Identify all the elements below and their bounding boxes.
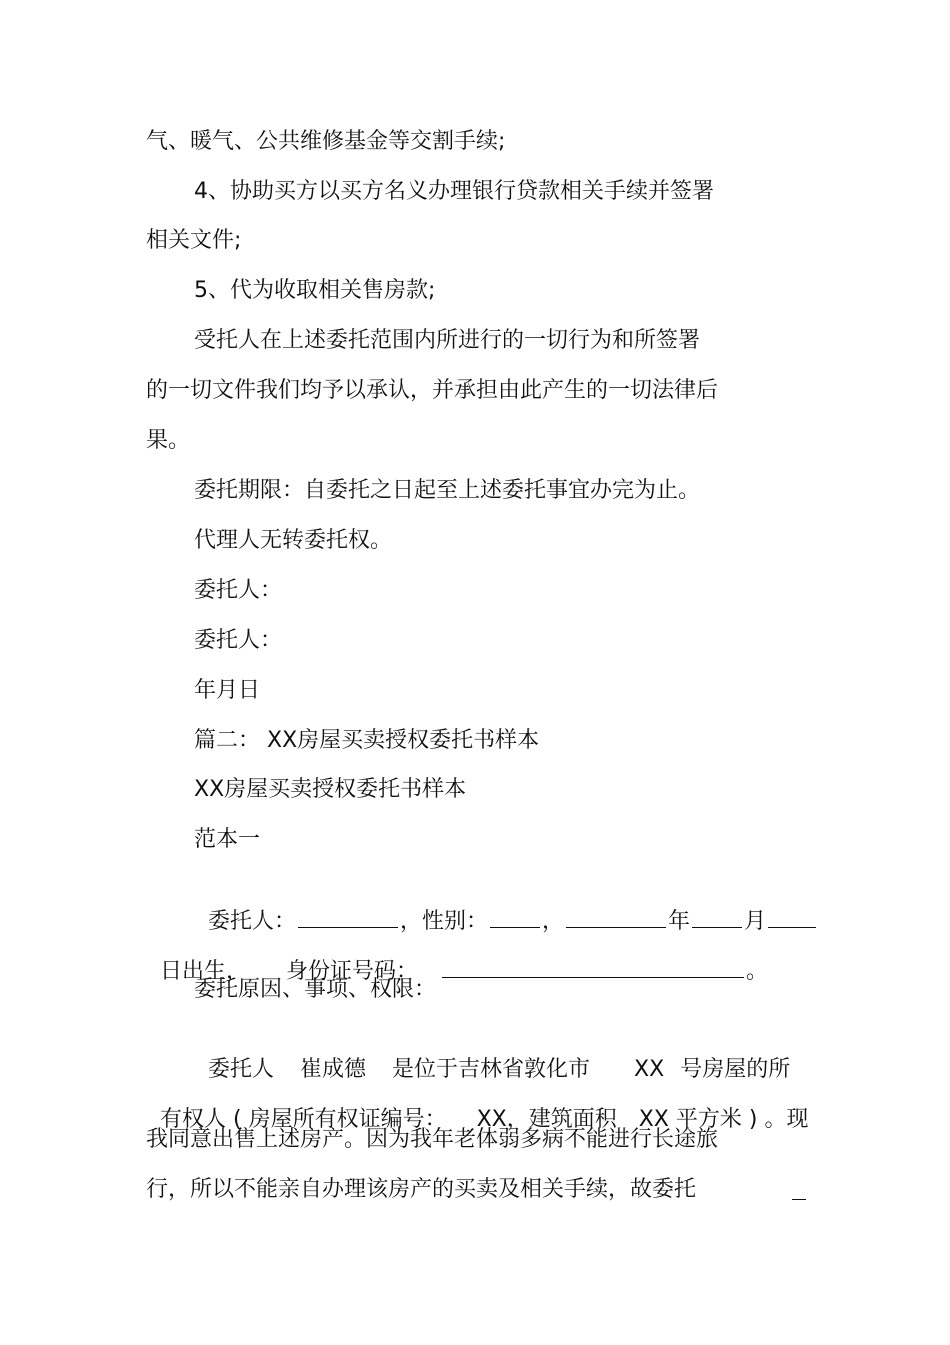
text-line: 果。 [146, 428, 191, 453]
paragraph-line: 我同意出售上述房产。因为我年老体弱多病不能进行长途旅 [146, 1127, 719, 1152]
principal-word: 委托人 [208, 1057, 275, 1082]
paragraph-line: 行，所以不能亲自办理该房产的买卖及相关手续，故委托 [146, 1177, 697, 1202]
comma: ， [542, 909, 565, 934]
principal-label: 委托人： [208, 909, 297, 934]
gender-label: ，性别： [400, 909, 489, 934]
principal-signature-label: 委托人： [194, 578, 283, 603]
text-line: 相关文件; [146, 228, 242, 253]
date-line: 年月日 [194, 678, 261, 703]
list-item-4: 4、协助买方以买方名义办理银行贷款相关手续并签署 [194, 179, 714, 204]
reason-heading: 委托原因、事项、权限： [194, 977, 437, 1002]
text-line: 气、暖气、公共维修基金等交割手续; [146, 129, 506, 154]
term-line: 委托期限：自委托之日起至上述委托事宜办完为止。 [194, 478, 701, 503]
document-title: XX房屋买卖授权委托书样本 [194, 777, 467, 802]
born-label: 日出生， [160, 959, 249, 984]
month-label: 月 [744, 909, 767, 934]
house-number: XX [634, 1057, 665, 1082]
template-label: 范本一 [194, 827, 261, 852]
certificate-number: XX，建筑面积 [476, 1107, 617, 1132]
principal-name: 崔成德 [300, 1057, 367, 1082]
list-item-5: 5、代为收取相关售房款; [194, 278, 436, 303]
ownership-text: 有权人 ( 房屋所有权证编号： [160, 1107, 447, 1132]
location-text: 是位于吉林省敦化市 [392, 1057, 591, 1082]
id-blank [442, 955, 744, 978]
no-transfer-line: 代理人无转委托权。 [194, 528, 393, 553]
text-line: 的一切文件我们均予以承认，并承担由此产生的一切法律后 [146, 378, 719, 403]
period: 。 [746, 959, 769, 984]
area-value: XX 平方米 ) 。现 [638, 1107, 809, 1132]
day-blank [768, 905, 816, 928]
trailing-blank [792, 1199, 806, 1200]
id-label: 身份证号码： [286, 959, 419, 984]
year-label: 年 [668, 909, 691, 934]
text-line: 受托人在上述委托范围内所进行的一切行为和所签署 [194, 328, 701, 353]
text-segment: 号房屋的所 [680, 1057, 791, 1082]
section-heading: 篇二： XX房屋买卖授权委托书样本 [194, 728, 540, 753]
principal-signature-label: 委托人： [194, 628, 283, 653]
